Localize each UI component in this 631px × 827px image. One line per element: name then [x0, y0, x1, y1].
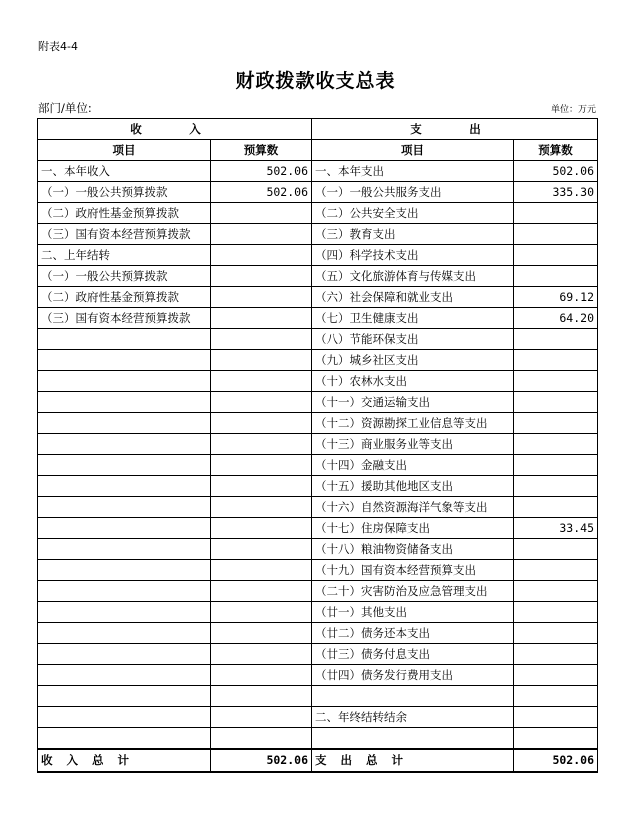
income-value-cell	[211, 266, 312, 287]
income-item-cell: （三）国有资本经营预算拨款	[38, 224, 211, 245]
table-row	[38, 560, 598, 581]
expense-item-header: 项目	[312, 140, 514, 161]
expense-item-cell: （十五）援助其他地区支出	[312, 476, 514, 497]
income-value-cell	[211, 350, 312, 371]
expense-value-cell	[514, 245, 598, 266]
income-value-cell	[211, 203, 312, 224]
table-row	[38, 518, 598, 539]
table-row	[38, 686, 598, 707]
income-item-cell	[38, 413, 211, 434]
income-item-cell: 二、上年结转	[38, 245, 211, 266]
expense-item-cell: （五）文化旅游体育与传媒支出	[312, 266, 514, 287]
income-value-cell	[211, 623, 312, 644]
table-row	[38, 707, 598, 728]
expense-total-value: 502.06	[514, 749, 598, 772]
table-row	[38, 455, 598, 476]
expense-value-cell	[514, 371, 598, 392]
expense-value-cell	[514, 686, 598, 707]
column-header-row	[38, 140, 598, 161]
expense-item-cell: （十八）粮油物资储备支出	[312, 539, 514, 560]
expense-total-label: 支出总计	[312, 749, 514, 772]
expense-item-cell: （十二）资源勘探工业信息等支出	[312, 413, 514, 434]
expense-item-cell: （四）科学技术支出	[312, 245, 514, 266]
income-item-cell	[38, 560, 211, 581]
table-row	[38, 665, 598, 686]
expense-item-cell: （十七）住房保障支出	[312, 518, 514, 539]
income-value-cell	[211, 581, 312, 602]
income-item-cell	[38, 497, 211, 518]
expense-value-cell	[514, 392, 598, 413]
expense-item-cell: （十三）商业服务业等支出	[312, 434, 514, 455]
income-item-cell	[38, 602, 211, 623]
income-value-cell	[211, 413, 312, 434]
expense-item-cell: 一、本年支出	[312, 161, 514, 182]
income-value-cell	[211, 518, 312, 539]
table-row	[38, 413, 598, 434]
income-value-cell: 502.06	[211, 182, 312, 203]
income-value-cell	[211, 476, 312, 497]
income-total-label: 收入总计	[38, 749, 211, 772]
table-row	[38, 392, 598, 413]
income-total-value: 502.06	[211, 749, 312, 772]
expense-value-cell	[514, 476, 598, 497]
expense-value-cell	[514, 329, 598, 350]
expense-item-cell: （七）卫生健康支出	[312, 308, 514, 329]
expense-value-cell	[514, 560, 598, 581]
expense-item-cell: （八）节能环保支出	[312, 329, 514, 350]
expense-value-cell	[514, 581, 598, 602]
expense-item-cell	[312, 728, 514, 749]
income-value-cell	[211, 728, 312, 749]
income-value-cell	[211, 245, 312, 266]
income-item-cell	[38, 350, 211, 371]
income-value-cell	[211, 434, 312, 455]
table-row	[38, 434, 598, 455]
income-item-cell: （一）一般公共预算拨款	[38, 266, 211, 287]
expense-value-cell	[514, 497, 598, 518]
income-value-cell	[211, 392, 312, 413]
table-row	[38, 245, 598, 266]
table-row	[38, 224, 598, 245]
expense-item-cell: （三）教育支出	[312, 224, 514, 245]
expense-item-cell: （十）农林水支出	[312, 371, 514, 392]
income-item-cell	[38, 644, 211, 665]
income-item-cell	[38, 476, 211, 497]
unit-label: 单位：万元	[550, 105, 596, 115]
table-row	[38, 623, 598, 644]
table-row	[38, 539, 598, 560]
expense-value-cell	[514, 266, 598, 287]
income-value-cell	[211, 707, 312, 728]
expense-value-cell	[514, 224, 598, 245]
expense-item-cell: （十九）国有资本经营预算支出	[312, 560, 514, 581]
income-item-cell	[38, 539, 211, 560]
income-item-cell	[38, 623, 211, 644]
table-row	[38, 371, 598, 392]
expense-value-cell	[514, 665, 598, 686]
expense-value-cell: 69.12	[514, 287, 598, 308]
table-row	[38, 497, 598, 518]
income-value-cell	[211, 287, 312, 308]
table-row	[38, 644, 598, 665]
income-item-cell: 一、本年收入	[38, 161, 211, 182]
expense-item-cell: （二十）灾害防治及应急管理支出	[312, 581, 514, 602]
income-value-cell	[211, 644, 312, 665]
income-item-cell	[38, 434, 211, 455]
expense-section-header: 支 出	[312, 119, 598, 140]
income-item-cell	[38, 455, 211, 476]
expense-value-cell	[514, 434, 598, 455]
table-row	[38, 350, 598, 371]
page-title: 财政拨款收支总表	[235, 70, 396, 92]
expense-item-cell: 二、年终结转结余	[312, 707, 514, 728]
income-value-cell	[211, 686, 312, 707]
income-value-cell	[211, 371, 312, 392]
income-item-cell	[38, 707, 211, 728]
expense-value-cell	[514, 623, 598, 644]
attachment-number: 附表4-4	[38, 40, 78, 53]
income-value-cell	[211, 665, 312, 686]
expense-item-cell: （廿四）债务发行费用支出	[312, 665, 514, 686]
income-item-cell	[38, 728, 211, 749]
income-item-cell: （二）政府性基金预算拨款	[38, 203, 211, 224]
income-item-cell	[38, 392, 211, 413]
income-value-cell	[211, 224, 312, 245]
table-row	[38, 203, 598, 224]
income-item-header: 项目	[38, 140, 211, 161]
department-label: 部门/单位:	[38, 101, 92, 115]
expense-item-cell	[312, 686, 514, 707]
income-item-cell	[38, 329, 211, 350]
table-row	[38, 602, 598, 623]
table-row	[38, 476, 598, 497]
expense-item-cell: （廿三）债务付息支出	[312, 644, 514, 665]
expense-value-cell	[514, 203, 598, 224]
expense-item-cell: （十六）自然资源海洋气象等支出	[312, 497, 514, 518]
income-item-cell	[38, 665, 211, 686]
expense-value-cell: 502.06	[514, 161, 598, 182]
expense-value-cell	[514, 707, 598, 728]
expense-value-cell	[514, 728, 598, 749]
income-value-cell	[211, 497, 312, 518]
income-value-cell: 502.06	[211, 161, 312, 182]
table-row	[38, 161, 598, 182]
totals-row	[38, 749, 598, 772]
income-value-cell	[211, 560, 312, 581]
expense-item-cell: （廿二）债务还本支出	[312, 623, 514, 644]
income-budget-header: 预算数	[211, 140, 312, 161]
expense-value-cell	[514, 413, 598, 434]
income-value-cell	[211, 455, 312, 476]
expense-item-cell: （一）一般公共服务支出	[312, 182, 514, 203]
table-row	[38, 182, 598, 203]
income-item-cell	[38, 581, 211, 602]
expense-item-cell: （廿一）其他支出	[312, 602, 514, 623]
income-item-cell: （二）政府性基金预算拨款	[38, 287, 211, 308]
expense-budget-header: 预算数	[514, 140, 598, 161]
income-item-cell	[38, 518, 211, 539]
expense-item-cell: （二）公共安全支出	[312, 203, 514, 224]
expense-value-cell: 335.30	[514, 182, 598, 203]
expense-value-cell	[514, 350, 598, 371]
table-row	[38, 329, 598, 350]
table-row	[38, 308, 598, 329]
expense-value-cell: 64.20	[514, 308, 598, 329]
budget-table	[37, 118, 598, 773]
expense-value-cell	[514, 644, 598, 665]
income-item-cell	[38, 371, 211, 392]
table-row	[38, 581, 598, 602]
expense-value-cell	[514, 455, 598, 476]
income-value-cell	[211, 539, 312, 560]
income-value-cell	[211, 602, 312, 623]
income-item-cell: （一）一般公共预算拨款	[38, 182, 211, 203]
expense-value-cell	[514, 539, 598, 560]
expense-value-cell: 33.45	[514, 518, 598, 539]
expense-item-cell: （六）社会保障和就业支出	[312, 287, 514, 308]
table-row	[38, 287, 598, 308]
income-section-header: 收 入	[38, 119, 312, 140]
expense-item-cell: （十一）交通运输支出	[312, 392, 514, 413]
income-value-cell	[211, 329, 312, 350]
table-row	[38, 728, 598, 749]
table-row	[38, 266, 598, 287]
income-item-cell	[38, 686, 211, 707]
income-item-cell: （三）国有资本经营预算拨款	[38, 308, 211, 329]
section-header-row	[38, 119, 598, 140]
expense-item-cell: （十四）金融支出	[312, 455, 514, 476]
expense-value-cell	[514, 602, 598, 623]
income-value-cell	[211, 308, 312, 329]
expense-item-cell: （九）城乡社区支出	[312, 350, 514, 371]
